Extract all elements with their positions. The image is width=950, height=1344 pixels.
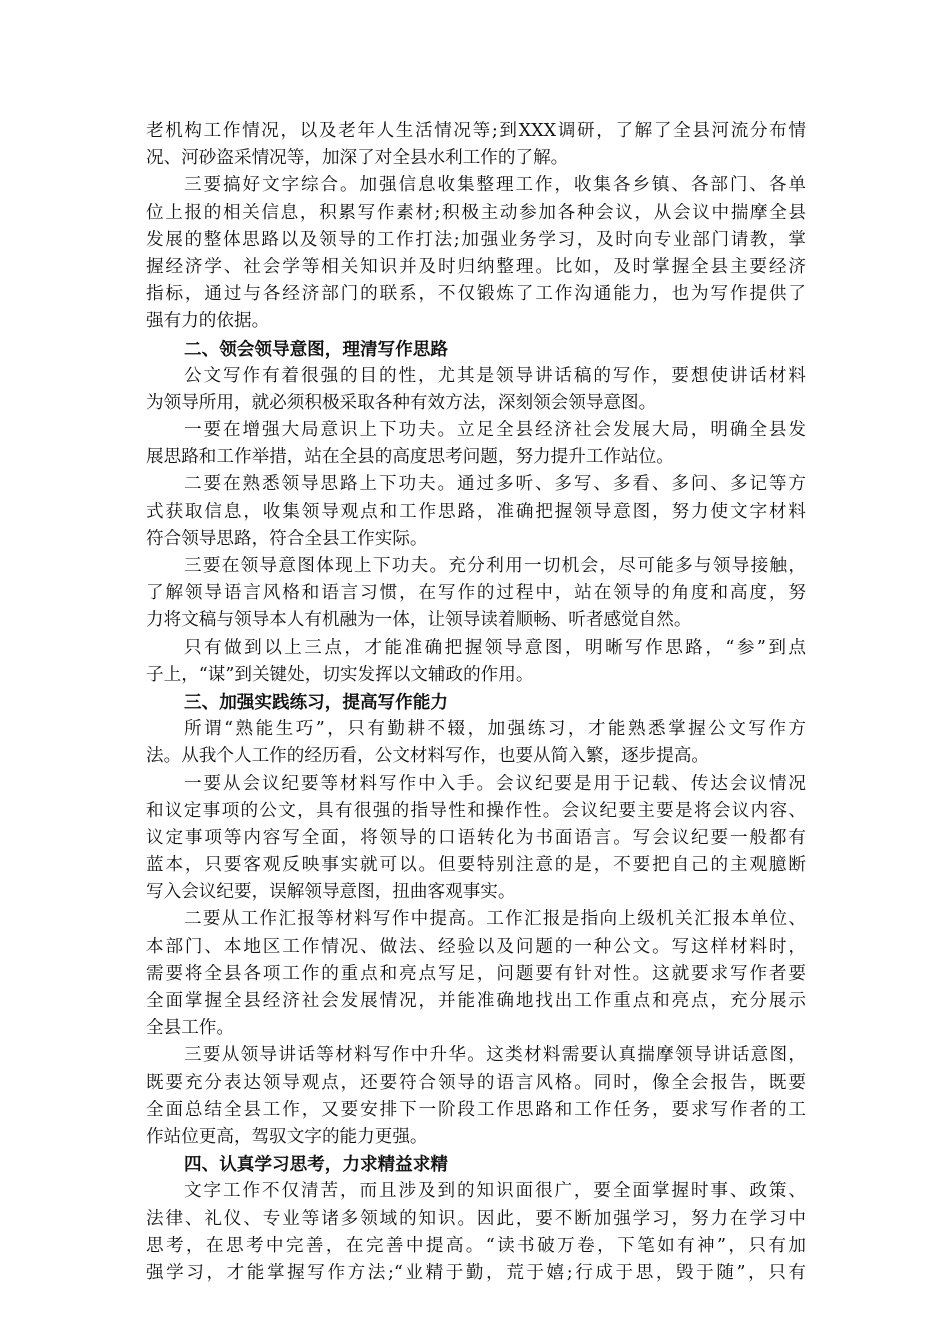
text-line: 指标，通过与各经济部门的联系，不仅锻炼了工作沟通能力，也为写作提供了 [146,284,806,305]
section-heading: 三、加强实践练习，提高写作能力 [184,691,448,713]
paragraph-start-line: 二要在熟悉领导思路上下功夫。通过多听、多写、多看、多问、多记等方 [184,474,806,495]
text-line: 强有力的依据。 [146,311,270,332]
text-line: 力将文稿与领导本人有机融为一体，让领导读着顺畅、听者感觉自然。 [146,610,692,631]
text-line: 展思路和工作举措，站在全县的高度思考问题，努力提升工作站位。 [146,447,674,468]
text-line: 子上，“谋”到关键处，切实发挥以文辅政的作用。 [146,664,534,685]
text-line: 法律、礼仪、专业等诸多领域的知识。因此，要不断加强学习，努力在学习中 [146,1208,806,1229]
text-line: 发展的整体思路以及领导的工作打法;加强业务学习，及时向专业部门请教，掌 [146,229,806,250]
text-line: 位上报的相关信息，积累写作素材;积极主动参加各种会议，从会议中揣摩全县 [146,202,806,223]
text-line: 作站位更高，驾驭文字的能力更强。 [146,1126,428,1147]
text-line: 议定事项等内容写全面，将领导的口语转化为书面语言。写会议纪要一般都有 [146,827,806,848]
text-line: 况、河砂盗采情况等，加深了对全县水利工作的了解。 [146,148,569,169]
paragraph-start-line: 三要从领导讲话等材料写作中升华。这类材料需要认真揣摩领导讲话意图， [184,1045,806,1066]
text-line: 为领导所用，就必须积极采取各种有效方法，深刻领会领导意图。 [146,392,657,413]
text-line: 蓝本，只要客观反映事实就可以。但要特别注意的是，不要把自己的主观臆断 [146,855,806,876]
paragraph-start-line: 二要从工作汇报等材料写作中提高。工作汇报是指向上级机关汇报本单位、 [184,909,806,930]
paragraph-start-line: 一要从会议纪要等材料写作中入手。会议纪要是用于记载、传达会议情况 [184,773,806,794]
section-heading: 二、领会领导意图，理清写作思路 [184,338,448,360]
text-line: 强学习，才能掌握写作方法;“业精于勤，荒于嬉;行成于思，毁于随”，只有 [146,1262,806,1283]
paragraph-start-line: 所谓“熟能生巧”，只有勤耕不辍，加强练习，才能熟悉掌握公文写作方 [184,719,806,740]
paragraph-start-line: 文字工作不仅清苦，而且涉及到的知识面很广，要全面掌握时事、政策、 [184,1181,806,1202]
paragraph-start-line: 一要在增强大局意识上下功夫。立足全县经济社会发展大局，明确全县发 [184,420,806,441]
document-page [146,118,806,1287]
text-line: 本部门、本地区工作情况、做法、经验以及问题的一种公文。写这样材料时， [146,936,806,957]
paragraph-start-line: 公文写作有着很强的目的性，尤其是领导讲话稿的写作，要想使讲话材料 [184,365,806,386]
text-line: 法。从我个人工作的经历看，公文材料写作，也要从简入繁，逐步提高。 [146,746,710,767]
text-line: 写入会议纪要，误解领导意图，扭曲客观事实。 [146,882,516,903]
text-line: 握经济学、社会学等相关知识并及时归纳整理。比如，及时掌握全县主要经济 [146,256,806,277]
text-line: 和议定事项的公文，具有很强的指导性和操作性。会议纪要主要是将会议内容、 [146,800,806,821]
section-heading: 四、认真学习思考，力求精益求精 [184,1154,448,1176]
paragraph-start-line: 只有做到以上三点，才能准确把握领导意图，明晰写作思路，“参”到点 [184,637,806,658]
text-line: 需要将全县各项工作的重点和亮点写足，问题要有针对性。这就要求写作者要 [146,963,806,984]
paragraph-start-line: 三要搞好文字综合。加强信息收集整理工作，收集各乡镇、各部门、各单 [184,175,806,196]
text-line: 全县工作。 [146,1018,234,1039]
text-line: 全面总结全县工作，又要安排下一阶段工作思路和工作任务，要求写作者的工 [146,1099,806,1120]
paragraph-start-line: 三要在领导意图体现上下功夫。充分利用一切机会，尽可能多与领导接触， [184,556,806,576]
text-line: 思考，在思考中完善，在完善中提高。“读书破万卷，下笔如有神”，只有加 [146,1235,806,1256]
text-line: 了解领导语言风格和语言习惯，在写作的过程中，站在领导的角度和高度，努 [146,583,806,604]
text-line: 式获取信息，收集领导观点和工作思路，准确把握领导意图，努力使文字材料 [146,501,806,522]
text-line: 全面掌握全县经济社会发展情况，并能准确地找出工作重点和亮点，充分展示 [146,991,806,1011]
text-line: 老机构工作情况，以及老年人生活情况等;到XXX调研，了解了全县河流分布情 [146,121,806,141]
text-line: 符合领导思路，符合全县工作实际。 [146,528,428,549]
text-line: 既要充分表达领导观点，还要符合领导的语言风格。同时，像全会报告，既要 [146,1072,806,1093]
